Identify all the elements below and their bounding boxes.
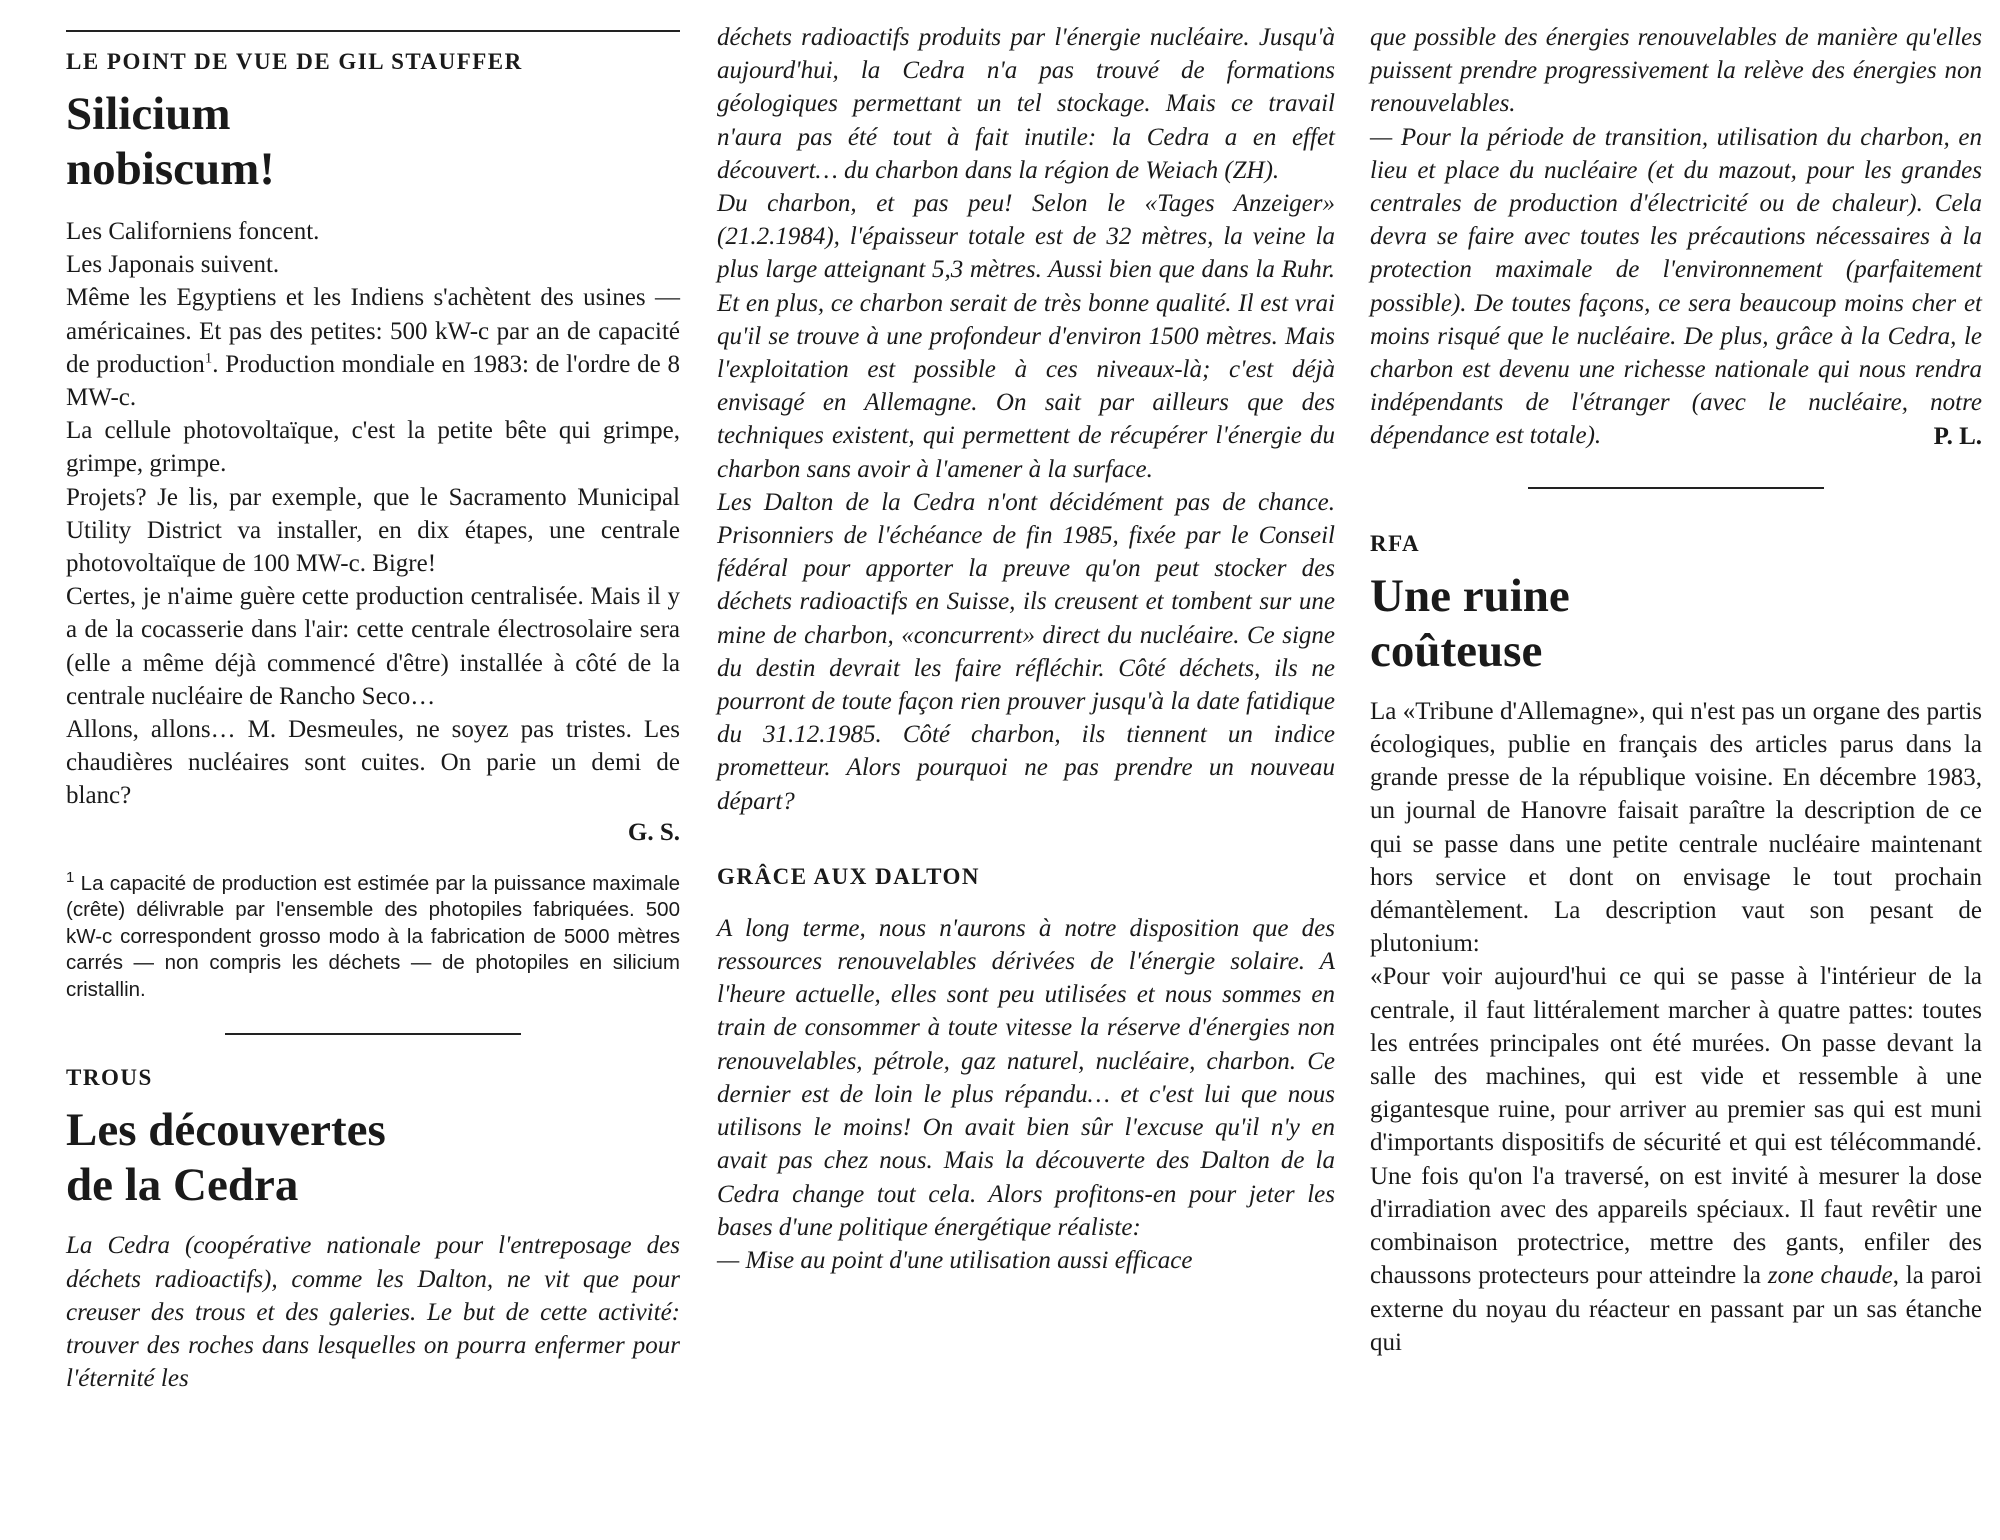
paragraph: A long terme, nous n'aurons à notre disposition que des ressources renouvelables dérivées de l'énergie solaire. A l'heure actuelle, elles sont peu utilisées et nous sommes en train de consommer à toute vitesse la réserve d'énergies non renouvelables, pétrole, gaz naturel, nucléaire, charbon. Ce dernier est de loin le plus répandu… et c'est lui que nous utilisons le moins! On avait bien sûr l'excuse qu'il n'y en avait pas chez nous. Mais la découverte des Dalton de la Cedra change tout cela. Alors profitons-en pour jeter les bases d'une politique énergétique réaliste: [717, 914, 1335, 1241]
paragraph [1370, 960, 1982, 1358]
title-line: nobiscum! [66, 143, 275, 195]
article-kicker: TROUS [66, 1065, 153, 1091]
article-kicker: RFA [1370, 530, 1421, 556]
title-line: Une ruine [1370, 569, 1570, 622]
title-line: Les découvertes [66, 1104, 386, 1157]
paragraph: Certes, je n'aime guère cette production centralisée. Mais il y a de la cocasserie dans l'air: cette centrale électrosolaire sera (elle a même déjà commencé d'être) installée à côté de la centrale nucléaire de Rancho Seco… [66, 583, 680, 710]
signature: G. S. [627, 818, 680, 846]
section-rule [1528, 487, 1824, 489]
title-line: Silicium [66, 88, 231, 140]
title-line: de la Cedra [66, 1159, 299, 1212]
paragraph-text: , la paroi externe du noyau du réacteur en passant par un sas étanche qui [1370, 1262, 1982, 1356]
paragraph: Allons, allons… M. Desmeules, ne soyez pas tristes. Les chaudières nucléaires sont cuites. On parie un demi de blanc? [66, 716, 680, 810]
title-line: coûteuse [1370, 624, 1543, 677]
article-body [1370, 695, 1982, 1359]
paragraph: — Mise au point d'une utilisation aussi efficace [717, 1246, 1193, 1274]
paragraph-text: Production mondiale en 1983: de l'ordre de 8 MW-c. [66, 350, 680, 412]
paragraph-text: Même les Egyptiens et les Indiens s'achètent des usines — américaines. Et pas des petites: 500 kW-c par an de capacité de production [66, 284, 680, 378]
paragraph: déchets radioactifs produits par l'énergie nucléaire. Jusqu'à aujourd'hui, la Cedra n'a pas trouvé de formations géologiques permettant un tel stockage. Mais ce travail n'aura pas été tout à fait inutile: la Cedra a en effet découvert… du charbon dans la région de Weiach (ZH). [717, 24, 1335, 184]
paragraph: Les Dalton de la Cedra n'ont décidément pas de chance. Prisonniers de l'échéance de fin 1985, fixée par le Conseil fédéral pour apporter la preuve qu'on peut stocker des déchets radioactifs en Suisse, ils creusent et tombent sur une mine de charbon, «concurrent» direct du nucléaire. Ce signe du destin devrait les faire réfléchir. Côté déchets, ils ne pourront de toute façon rien prouver jusqu'à la date fatidique du 31.12.1985. Côté charbon, ils tiennent un indice prometteur. Alors pourquoi ne pas prendre un nouveau départ? [717, 488, 1335, 815]
column-3 [1370, 21, 1982, 1359]
article-title [66, 1103, 680, 1213]
footnote-text: La capacité de production est estimée par la puissance maximale (crête) délivrable par l'ensemble des photopiles fabriquées. 500 kW-c correspondent grosso modo à la fabrication de 5000 mètres carrés — non compris les déchets — de photopiles en silicium cristallin. [66, 871, 680, 1001]
paragraph: La «Tribune d'Allemagne», qui n'est pas un organe des partis écologiques, publie en français des articles parus dans la grande presse de la république voisine. En décembre 1983, un journal de Hanovre faisait paraître la description de ce qui se passe dans une petite centrale nucléaire maintenant hors service et dont on envisage le tout prochain démantèlement. La description vaut son pesant de plutonium: [1370, 697, 1982, 958]
article-title [66, 87, 680, 197]
subhead: GRÂCE AUX DALTON [717, 863, 980, 889]
paragraph: Les Californiens foncent. [66, 218, 320, 245]
paragraph: Du charbon, et pas peu! Selon le «Tages Anzeiger» (21.2.1984), l'épaisseur totale est de 32 mètres, la veine la plus large atteignant 5,3 mètres. Aussi bien que dans la Ruhr. Et en plus, ce charbon serait de très bonne qualité. Il est vrai qu'il se trouve à une profondeur d'environ 1500 mètres. Mais l'exploitation est possible à ces niveaux-là; c'est déjà envisagé en Allemagne. On sait par ailleurs que des techniques existent, qui permettent de récupérer l'énergie du charbon sans avoir à l'amener à la surface. [717, 190, 1335, 483]
paragraph: Les Japonais suivent. [66, 251, 280, 279]
paragraph: Même les Egyptiens et les Indiens s'achètent des usines — américaines. Et pas des petites: 500 kW-c par an de capacité de production$^1$. Production mondiale en 1983: de l'ordre de 8 MW-c. [66, 284, 680, 412]
footnote-mark: 1 [66, 869, 75, 887]
paragraph: — Pour la période de transition, utilisation du charbon, en lieu et place du nucléaire (et du mazout, pour les grandes centrales de production d'électricité ou de chaleur). Cela devra se faire avec toutes les précautions nécessaires à la protection maximale de l'environnement (parfaitement possible). De toutes façons, ce sera beaucoup moins cher et moins risqué que le nucléaire. De plus, grâce à la Cedra, le charbon est devenu une richesse nationale qui nous rendra indépendants de l'étranger (avec le nucléaire, notre dépendance est totale). [1370, 123, 1982, 450]
paragraph: La cellule photovoltaïque, c'est la petite bête qui grimpe, grimpe, grimpe. [66, 417, 680, 478]
column-2 [717, 21, 1335, 1277]
article-kicker: LE POINT DE VUE DE GIL STAUFFER [66, 49, 523, 74]
emphasis: zone chaude [1767, 1262, 1893, 1290]
paragraph: Projets? Je lis, par exemple, que le Sacramento Municipal Utility District va installer, en dix étapes, une centrale photovoltaïque de 100 MW-c. Bigre! [66, 483, 680, 578]
section-rule [225, 1033, 521, 1035]
top-rule [66, 30, 680, 32]
footnote [66, 871, 680, 1004]
paragraph: que possible des énergies renouvelables de manière qu'elles puissent prendre progressivement la relève des énergies non renouvelables. [1370, 24, 1982, 118]
article-body [717, 912, 1335, 1277]
article-title [1370, 569, 1982, 679]
signature: P. L. [1933, 422, 1982, 450]
paragraph: La Cedra (coopérative nationale pour l'entreposage des déchets radioactifs), comme les Dalton, ne vit que pour creuser des trous et des galeries. Le but de cette activité: trouver des roches dans lesquelles on pourra enfermer pour l'éternité les [66, 1232, 680, 1393]
article-body [66, 215, 680, 849]
footnote-mark: 1 [204, 350, 213, 367]
column-1 [66, 0, 680, 1395]
paragraph-text: «Pour voir aujourd'hui ce qui se passe à l'intérieur de la centrale, il faut littéralement marcher à quatre pattes: toutes les entrées principales ont été murées. On passe devant la salle des machines, qui est vide et ressemble à une gigantesque ruine, pour arriver au premier sas qui est muni d'importants dispositifs de sécurité et qui est télécommandé. Une fois qu'on l'a traversé, on est invité à mesurer la dose d'irradiation avec des appareils spéciaux. Il faut revêtir une combinaison protectrice, mettre des gants, enfiler des chaussons protecteurs pour atteindre la [1370, 963, 1982, 1290]
